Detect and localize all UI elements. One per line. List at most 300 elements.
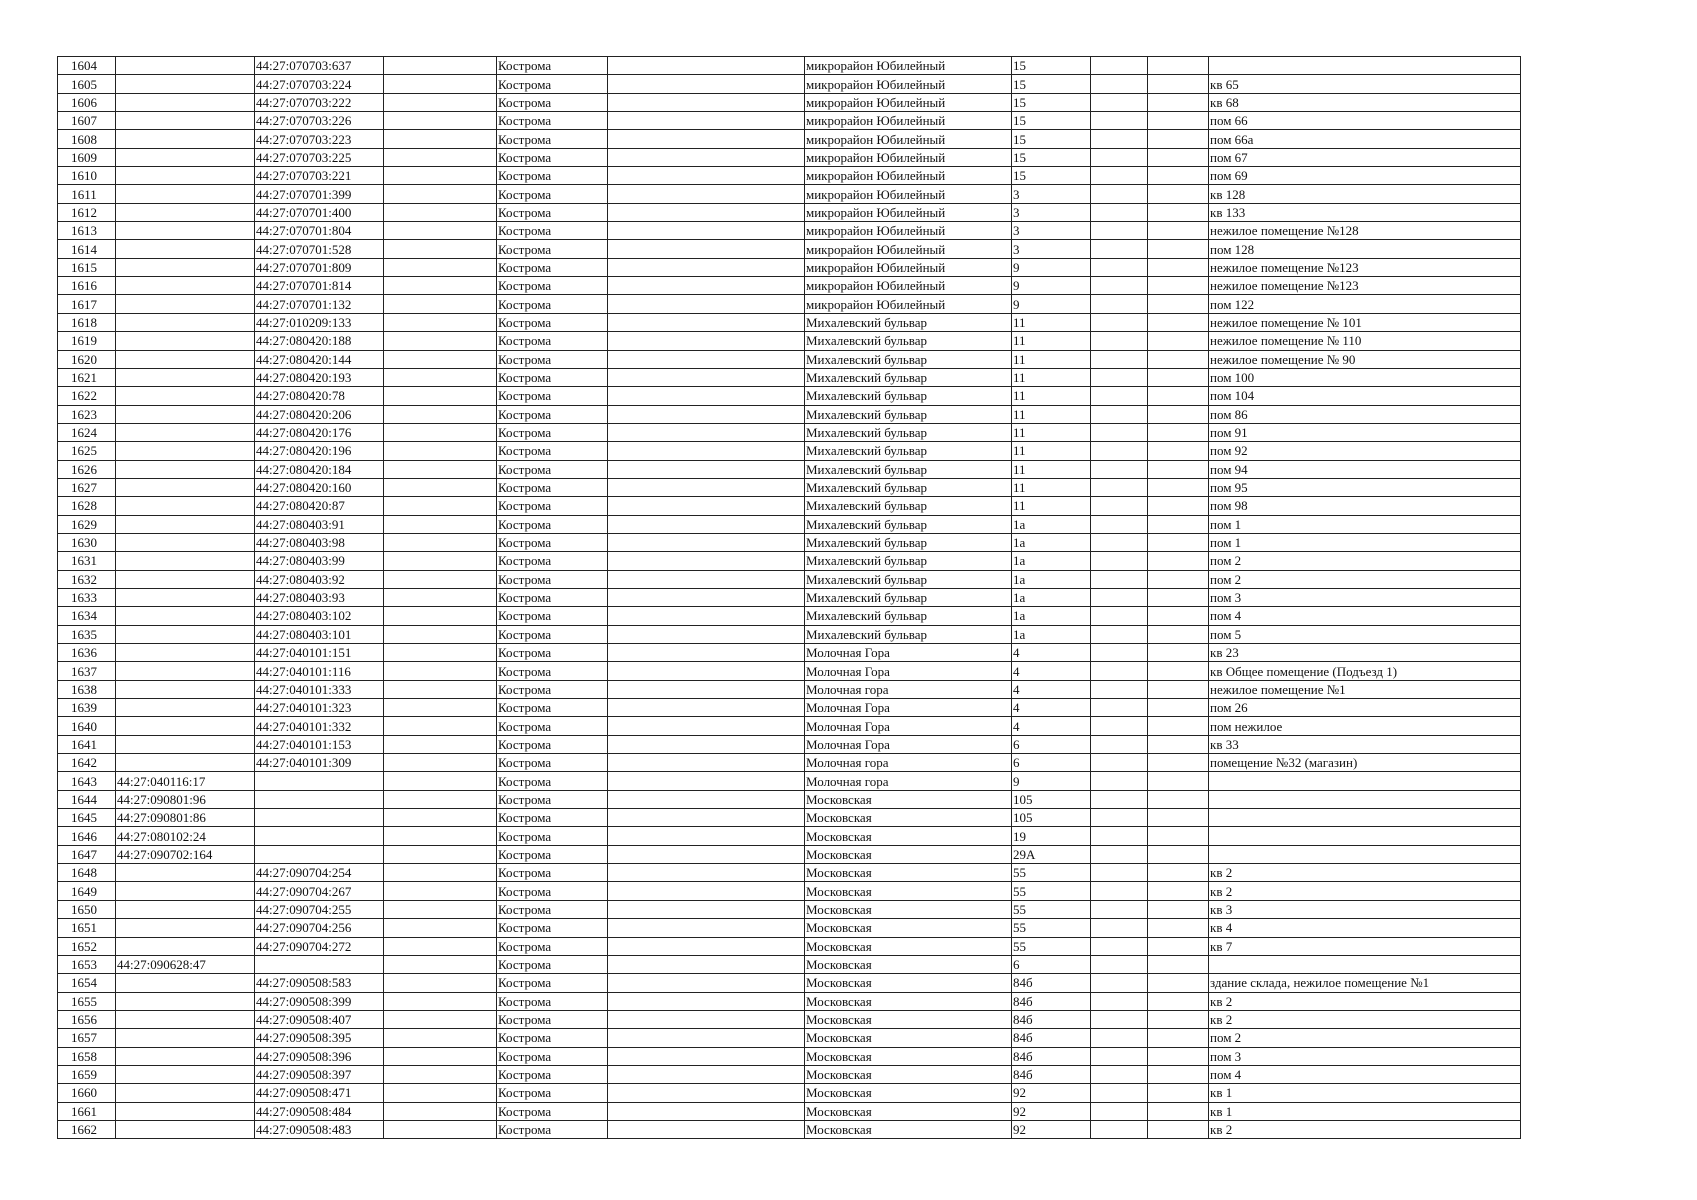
room-cell: кв 1 [1209, 1102, 1521, 1120]
street-cell: Московская [805, 827, 1012, 845]
city-cell: Кострома [497, 1047, 608, 1065]
city-cell: Кострома [497, 772, 608, 790]
street-cell: Московская [805, 1047, 1012, 1065]
row-number-cell: 1645 [58, 809, 116, 827]
table-row [58, 368, 1521, 386]
room-cell: пом 94 [1209, 460, 1521, 478]
building-cadastral-cell [116, 1047, 255, 1065]
room-cell: кв Общее помещение (Подъезд 1) [1209, 662, 1521, 680]
table-row [58, 497, 1521, 515]
empty-cell [384, 735, 497, 753]
building-cadastral-cell [116, 1120, 255, 1138]
empty-cell [608, 790, 805, 808]
room-cadastral-cell: 44:27:090508:471 [255, 1084, 384, 1102]
building-cadastral-cell [116, 1029, 255, 1047]
empty-cell [1091, 460, 1148, 478]
room-cadastral-cell: 44:27:080403:92 [255, 570, 384, 588]
empty-cell [608, 735, 805, 753]
row-number-cell: 1609 [58, 148, 116, 166]
empty-cell [1091, 974, 1148, 992]
empty-cell [608, 662, 805, 680]
room-cell: пом 122 [1209, 295, 1521, 313]
room-cadastral-cell: 44:27:040101:116 [255, 662, 384, 680]
room-cell: пом 91 [1209, 423, 1521, 441]
street-cell: Московская [805, 1065, 1012, 1083]
building-cadastral-cell [116, 662, 255, 680]
empty-cell [1148, 809, 1209, 827]
building-cadastral-cell [116, 387, 255, 405]
table-row [58, 699, 1521, 717]
empty-cell [608, 1120, 805, 1138]
table-row [58, 588, 1521, 606]
city-cell: Кострома [497, 167, 608, 185]
room-cadastral-cell: 44:27:090704:267 [255, 882, 384, 900]
table-row [58, 570, 1521, 588]
room-cell: нежилое помещение № 90 [1209, 350, 1521, 368]
row-number-cell: 1649 [58, 882, 116, 900]
room-cell: кв 2 [1209, 1010, 1521, 1028]
empty-cell [1148, 295, 1209, 313]
row-number-cell: 1613 [58, 222, 116, 240]
house-cell: 11 [1012, 313, 1091, 331]
street-cell: микрорайон Юбилейный [805, 167, 1012, 185]
empty-cell [608, 203, 805, 221]
empty-cell [384, 460, 497, 478]
city-cell: Кострома [497, 460, 608, 478]
empty-cell [1091, 277, 1148, 295]
city-cell: Кострома [497, 919, 608, 937]
room-cell: пом 4 [1209, 1065, 1521, 1083]
house-cell: 55 [1012, 919, 1091, 937]
building-cadastral-cell [116, 699, 255, 717]
room-cell: пом 98 [1209, 497, 1521, 515]
street-cell: Московская [805, 790, 1012, 808]
house-cell: 11 [1012, 423, 1091, 441]
house-cell: 4 [1012, 699, 1091, 717]
room-cell: нежилое помещение №123 [1209, 258, 1521, 276]
street-cell: Михалевский бульвар [805, 332, 1012, 350]
empty-cell [384, 974, 497, 992]
room-cell: пом 1 [1209, 515, 1521, 533]
empty-cell [1148, 1084, 1209, 1102]
empty-cell [1148, 1047, 1209, 1065]
street-cell: Михалевский бульвар [805, 588, 1012, 606]
empty-cell [1148, 93, 1209, 111]
empty-cell [1091, 1102, 1148, 1120]
empty-cell [1091, 203, 1148, 221]
row-number-cell: 1653 [58, 955, 116, 973]
room-cadastral-cell: 44:27:080420:176 [255, 423, 384, 441]
street-cell: Молочная Гора [805, 735, 1012, 753]
house-cell: 3 [1012, 185, 1091, 203]
house-cell: 55 [1012, 937, 1091, 955]
row-number-cell: 1632 [58, 570, 116, 588]
building-cadastral-cell [116, 1084, 255, 1102]
house-cell: 55 [1012, 900, 1091, 918]
room-cell [1209, 57, 1521, 75]
street-cell: микрорайон Юбилейный [805, 93, 1012, 111]
empty-cell [384, 882, 497, 900]
room-cadastral-cell: 44:27:070701:399 [255, 185, 384, 203]
empty-cell [608, 882, 805, 900]
city-cell: Кострома [497, 387, 608, 405]
city-cell: Кострома [497, 845, 608, 863]
house-cell: 3 [1012, 222, 1091, 240]
room-cell: пом 128 [1209, 240, 1521, 258]
room-cadastral-cell: 44:27:070703:222 [255, 93, 384, 111]
room-cell: пом 104 [1209, 387, 1521, 405]
city-cell: Кострома [497, 533, 608, 551]
empty-cell [608, 350, 805, 368]
room-cadastral-cell [255, 809, 384, 827]
street-cell: Московская [805, 919, 1012, 937]
table-row [58, 112, 1521, 130]
row-number-cell: 1615 [58, 258, 116, 276]
empty-cell [384, 185, 497, 203]
empty-cell [608, 570, 805, 588]
row-number-cell: 1617 [58, 295, 116, 313]
empty-cell [1148, 717, 1209, 735]
house-cell: 1а [1012, 607, 1091, 625]
empty-cell [1091, 845, 1148, 863]
table-row [58, 203, 1521, 221]
room-cell [1209, 955, 1521, 973]
empty-cell [608, 919, 805, 937]
empty-cell [1148, 644, 1209, 662]
room-cadastral-cell: 44:27:090508:397 [255, 1065, 384, 1083]
row-number-cell: 1635 [58, 625, 116, 643]
empty-cell [384, 937, 497, 955]
room-cell [1209, 772, 1521, 790]
empty-cell [1148, 1065, 1209, 1083]
row-number-cell: 1626 [58, 460, 116, 478]
empty-cell [1148, 845, 1209, 863]
empty-cell [1148, 625, 1209, 643]
empty-cell [384, 809, 497, 827]
empty-cell [1091, 185, 1148, 203]
street-cell: микрорайон Юбилейный [805, 240, 1012, 258]
table-row [58, 882, 1521, 900]
empty-cell [1148, 1120, 1209, 1138]
room-cadastral-cell: 44:27:090508:583 [255, 974, 384, 992]
table-row [58, 845, 1521, 863]
row-number-cell: 1638 [58, 680, 116, 698]
empty-cell [1091, 552, 1148, 570]
room-cell: кв 128 [1209, 185, 1521, 203]
room-cell: пом 2 [1209, 1029, 1521, 1047]
empty-cell [1091, 368, 1148, 386]
row-number-cell: 1646 [58, 827, 116, 845]
empty-cell [384, 258, 497, 276]
building-cadastral-cell [116, 350, 255, 368]
row-number-cell: 1621 [58, 368, 116, 386]
house-cell: 15 [1012, 75, 1091, 93]
building-cadastral-cell [116, 332, 255, 350]
room-cadastral-cell: 44:27:040101:153 [255, 735, 384, 753]
empty-cell [608, 423, 805, 441]
empty-cell [384, 203, 497, 221]
empty-cell [1148, 699, 1209, 717]
street-cell: Молочная Гора [805, 644, 1012, 662]
row-number-cell: 1634 [58, 607, 116, 625]
empty-cell [608, 974, 805, 992]
property-table [57, 56, 1521, 1139]
city-cell: Кострома [497, 900, 608, 918]
room-cell: пом 3 [1209, 588, 1521, 606]
room-cadastral-cell: 44:27:080403:93 [255, 588, 384, 606]
house-cell: 19 [1012, 827, 1091, 845]
building-cadastral-cell [116, 625, 255, 643]
room-cadastral-cell: 44:27:070701:400 [255, 203, 384, 221]
city-cell: Кострома [497, 1102, 608, 1120]
building-cadastral-cell [116, 1010, 255, 1028]
row-number-cell: 1658 [58, 1047, 116, 1065]
room-cell [1209, 790, 1521, 808]
empty-cell [608, 148, 805, 166]
row-number-cell: 1637 [58, 662, 116, 680]
street-cell: Молочная Гора [805, 717, 1012, 735]
city-cell: Кострома [497, 607, 608, 625]
empty-cell [1148, 1010, 1209, 1028]
room-cadastral-cell: 44:27:070703:225 [255, 148, 384, 166]
room-cell: пом 92 [1209, 442, 1521, 460]
table-row [58, 258, 1521, 276]
room-cadastral-cell [255, 790, 384, 808]
city-cell: Кострома [497, 827, 608, 845]
row-number-cell: 1641 [58, 735, 116, 753]
row-number-cell: 1623 [58, 405, 116, 423]
street-cell: микрорайон Юбилейный [805, 185, 1012, 203]
city-cell: Кострома [497, 955, 608, 973]
house-cell: 4 [1012, 662, 1091, 680]
empty-cell [1148, 423, 1209, 441]
row-number-cell: 1607 [58, 112, 116, 130]
empty-cell [1148, 955, 1209, 973]
street-cell: Михалевский бульвар [805, 368, 1012, 386]
room-cadastral-cell: 44:27:070703:637 [255, 57, 384, 75]
building-cadastral-cell [116, 1065, 255, 1083]
empty-cell [384, 442, 497, 460]
row-number-cell: 1610 [58, 167, 116, 185]
table-row [58, 680, 1521, 698]
empty-cell [1148, 864, 1209, 882]
city-cell: Кострома [497, 1065, 608, 1083]
table-row [58, 93, 1521, 111]
street-cell: Михалевский бульвар [805, 460, 1012, 478]
building-cadastral-cell [116, 735, 255, 753]
empty-cell [384, 845, 497, 863]
table-row [58, 313, 1521, 331]
street-cell: Московская [805, 864, 1012, 882]
room-cell [1209, 809, 1521, 827]
room-cadastral-cell: 44:27:040101:323 [255, 699, 384, 717]
room-cadastral-cell [255, 772, 384, 790]
city-cell: Кострома [497, 754, 608, 772]
table-row [58, 625, 1521, 643]
empty-cell [1148, 515, 1209, 533]
row-number-cell: 1654 [58, 974, 116, 992]
empty-cell [384, 148, 497, 166]
room-cell: пом нежилое [1209, 717, 1521, 735]
empty-cell [1091, 607, 1148, 625]
empty-cell [608, 900, 805, 918]
house-cell: 84б [1012, 1029, 1091, 1047]
empty-cell [384, 772, 497, 790]
street-cell: микрорайон Юбилейный [805, 112, 1012, 130]
empty-cell [608, 460, 805, 478]
house-cell: 11 [1012, 332, 1091, 350]
empty-cell [608, 515, 805, 533]
row-number-cell: 1611 [58, 185, 116, 203]
empty-cell [384, 405, 497, 423]
empty-cell [384, 680, 497, 698]
row-number-cell: 1657 [58, 1029, 116, 1047]
empty-cell [1091, 919, 1148, 937]
empty-cell [384, 75, 497, 93]
building-cadastral-cell [116, 57, 255, 75]
room-cadastral-cell: 44:27:070701:814 [255, 277, 384, 295]
empty-cell [384, 167, 497, 185]
street-cell: микрорайон Юбилейный [805, 295, 1012, 313]
room-cadastral-cell: 44:27:070703:221 [255, 167, 384, 185]
room-cadastral-cell: 44:27:080420:184 [255, 460, 384, 478]
street-cell: Московская [805, 882, 1012, 900]
table-row [58, 75, 1521, 93]
empty-cell [1091, 937, 1148, 955]
row-number-cell: 1605 [58, 75, 116, 93]
house-cell: 3 [1012, 203, 1091, 221]
room-cadastral-cell: 44:27:040101:332 [255, 717, 384, 735]
row-number-cell: 1662 [58, 1120, 116, 1138]
room-cadastral-cell: 44:27:080420:193 [255, 368, 384, 386]
table-row [58, 992, 1521, 1010]
empty-cell [608, 57, 805, 75]
house-cell: 9 [1012, 258, 1091, 276]
table-row [58, 478, 1521, 496]
empty-cell [1148, 405, 1209, 423]
empty-cell [1148, 533, 1209, 551]
house-cell: 6 [1012, 955, 1091, 973]
empty-cell [608, 313, 805, 331]
empty-cell [1091, 423, 1148, 441]
room-cell: пом 2 [1209, 570, 1521, 588]
room-cadastral-cell: 44:27:080403:99 [255, 552, 384, 570]
street-cell: Московская [805, 845, 1012, 863]
empty-cell [384, 644, 497, 662]
room-cadastral-cell: 44:27:080403:102 [255, 607, 384, 625]
street-cell: Московская [805, 1102, 1012, 1120]
empty-cell [1091, 57, 1148, 75]
city-cell: Кострома [497, 57, 608, 75]
building-cadastral-cell [116, 937, 255, 955]
room-cadastral-cell: 44:27:040101:333 [255, 680, 384, 698]
house-cell: 1а [1012, 515, 1091, 533]
empty-cell [384, 699, 497, 717]
empty-cell [1091, 772, 1148, 790]
table-row [58, 662, 1521, 680]
empty-cell [1091, 240, 1148, 258]
row-number-cell: 1642 [58, 754, 116, 772]
table-row [58, 1084, 1521, 1102]
empty-cell [608, 1029, 805, 1047]
room-cell: кв 133 [1209, 203, 1521, 221]
city-cell: Кострома [497, 240, 608, 258]
empty-cell [384, 864, 497, 882]
row-number-cell: 1619 [58, 332, 116, 350]
empty-cell [608, 497, 805, 515]
table-row [58, 442, 1521, 460]
empty-cell [608, 864, 805, 882]
empty-cell [384, 1120, 497, 1138]
city-cell: Кострома [497, 552, 608, 570]
building-cadastral-cell [116, 478, 255, 496]
room-cadastral-cell: 44:27:090704:255 [255, 900, 384, 918]
empty-cell [1091, 1047, 1148, 1065]
city-cell: Кострома [497, 717, 608, 735]
empty-cell [1091, 148, 1148, 166]
house-cell: 84б [1012, 1065, 1091, 1083]
empty-cell [1091, 387, 1148, 405]
street-cell: Михалевский бульвар [805, 570, 1012, 588]
house-cell: 11 [1012, 442, 1091, 460]
table-row [58, 1102, 1521, 1120]
city-cell: Кострома [497, 974, 608, 992]
empty-cell [1148, 240, 1209, 258]
table-row [58, 387, 1521, 405]
room-cell: пом 3 [1209, 1047, 1521, 1065]
empty-cell [1148, 478, 1209, 496]
empty-cell [1148, 680, 1209, 698]
empty-cell [1148, 57, 1209, 75]
building-cadastral-cell [116, 313, 255, 331]
city-cell: Кострома [497, 515, 608, 533]
empty-cell [384, 588, 497, 606]
row-number-cell: 1650 [58, 900, 116, 918]
row-number-cell: 1652 [58, 937, 116, 955]
empty-cell [1091, 1120, 1148, 1138]
building-cadastral-cell [116, 240, 255, 258]
empty-cell [1148, 754, 1209, 772]
building-cadastral-cell [116, 974, 255, 992]
room-cadastral-cell: 44:27:080420:78 [255, 387, 384, 405]
house-cell: 29А [1012, 845, 1091, 863]
row-number-cell: 1618 [58, 313, 116, 331]
empty-cell [1091, 533, 1148, 551]
empty-cell [608, 277, 805, 295]
house-cell: 9 [1012, 295, 1091, 313]
street-cell: микрорайон Юбилейный [805, 75, 1012, 93]
empty-cell [384, 423, 497, 441]
building-cadastral-cell [116, 497, 255, 515]
building-cadastral-cell [116, 900, 255, 918]
building-cadastral-cell [116, 919, 255, 937]
room-cadastral-cell: 44:27:090508:399 [255, 992, 384, 1010]
house-cell: 1а [1012, 625, 1091, 643]
empty-cell [1148, 332, 1209, 350]
empty-cell [1148, 827, 1209, 845]
street-cell: микрорайон Юбилейный [805, 57, 1012, 75]
empty-cell [608, 93, 805, 111]
room-cell: пом 69 [1209, 167, 1521, 185]
row-number-cell: 1661 [58, 1102, 116, 1120]
empty-cell [1091, 313, 1148, 331]
empty-cell [1091, 1010, 1148, 1028]
empty-cell [1091, 717, 1148, 735]
house-cell: 3 [1012, 240, 1091, 258]
building-cadastral-cell [116, 258, 255, 276]
empty-cell [1091, 93, 1148, 111]
room-cell: пом 95 [1209, 478, 1521, 496]
